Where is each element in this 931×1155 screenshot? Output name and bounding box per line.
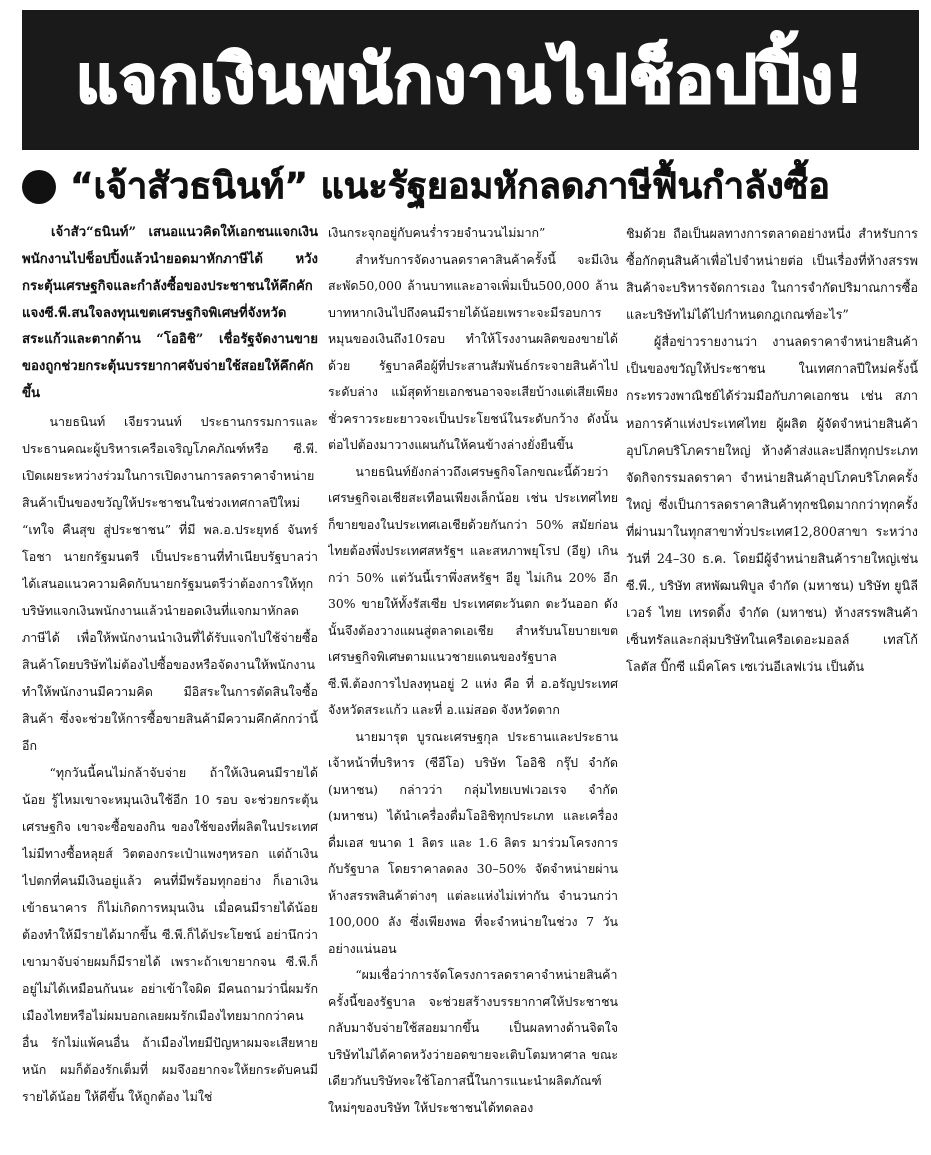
article-paragraph: นายธนินท์ยังกล่าวถึงเศรษฐกิจโลกขณะนี้ด้วยว่า เศรษฐกิจเอเชียสะเทือนเพียงเล็กน้อย เช่น ประเทศไทยก็ขายของในประเทศเอเชียด้วยกันกว่า 50% สมัยก่อนไทยต้องพึ่งประเทศสหรัฐฯ และสหภาพยุโรป (อียู) เกินกว่า 50% แต่วันนี้เราพึ่งสหรัฐฯ อียู ไม่เกิน 20% อีก 30% ขายให้ทั้งรัสเซีย ประเทศตะวันตก ตะวันออก ดังนั้นจึงต้องวางแผนสู่ตลาดเอเชีย สำหรับนโยบายเขตเศรษฐกิจพิเศษตามแนวชายแดนของรัฐบาล ซี.พี.ต้องการไปลงทุนอยู่ 2 แห่ง คือ ที่ อ.อรัญประเทศ จังหวัดสระแก้ว และที่ อ.แม่สอด จังหวัดตาก	[328, 463, 618, 717]
headline-banner	[22, 10, 919, 150]
subheadline: “เจ้าสัวธนินท์” แนะรัฐยอมหักลดภาษีฟื้นกำลังซื้อ	[70, 166, 830, 207]
article-quote-paragraph: “ทุกวันนี้คนไม่กล้าจับจ่าย ถ้าให้เงินคนมีรายได้น้อย รู้ไหมเขาจะหมุนเงินใช้อีก 10 รอบ จะช่วยกระตุ้นเศรษฐกิจ เขาจะซื้อของกิน ของใช้ของที่ผลิตในประเทศ ไม่มีทางซื้อหลุยส์ วิตตองกระเป๋าแพงๆหรอก แต่ถ้าเงินไปตกที่คนมีเงินอยู่แล้ว คนที่มีพร้อมทุกอย่าง ก็เอาเงินเข้าธนาคาร ก็ไม่เกิดการหมุนเงิน เมื่อคนมีรายได้น้อย ต้องทำให้มีรายได้มากขึ้น ซี.พี.ก็ได้ประโยชน์ อย่านึกว่าเขามาจับจ่ายผมก็มีรายได้ เพราะถ้าเขายากจน ซี.พี.ก็อยู่ไม่ได้เหมือนกันนะ อย่าเข้าใจผิด มีคนถามว่านี่ผมรักเมืองไทยหรือไม่ผมบอกเลยผมรักเมืองไทยมากกว่าคนอื่น รักไม่แพ้คนอื่น ถ้าเมืองไทยมีปัญหาผมจะเสียหายหนัก ผมก็ต้องรักเต็มที่ ผมจึงอยากจะให้ยกระดับคนมีรายได้น้อย ให้ดีขึ้น ให้ถูกต้อง ไม่ใช่	[22, 765, 318, 1105]
headline: แจกเงินพนักงานไปช็อปปิ้ง!	[75, 41, 866, 118]
subheadline-row	[22, 162, 922, 212]
article-paragraph: นายมารุต บูรณะเศรษฐกุล ประธานและประธานเจ้าหน้าที่บริหาร (ซีอีโอ) บริษัท โออิชิ กรุ๊ป จำกัด (มหาชน) กล่าวว่า กลุ่มไทยเบฟเวอเรจ จำกัด (มหาชน) ได้นำเครื่องดื่มโออิชิทุกประเภท และเครื่องดื่มเอส ขนาด 1 ลิตร และ 1.6 ลิตร มาร่วมโครงการกับรัฐบาล โดยราคาลดลง 30–50% จัดจำหน่ายผ่านห้างสรรพสินค้าต่างๆ แต่ละแห่งไม่เท่ากัน จำนวนกว่า 100,000 ลัง ซึ่งเพียงพอ ที่จะจำหน่ายในช่วง 7 วันอย่างแน่นอน	[328, 728, 618, 956]
article-paragraph: เงินกระจุกอยู่กับคนร่ำรวยจำนวนไม่มาก”	[328, 225, 546, 240]
article-paragraph: ชิมด้วย ถือเป็นผลทางการตลาดอย่างหนึ่ง สำหรับการซื้อกักตุนสินค้าเพื่อไปจำหน่ายต่อ เป็นเรื่องที่ห้างสรรพสินค้าจะบริหารจัดการเอง ในการจำกัดปริมาณการซื้อ และบริษัทไม่ได้ไปกำหนดกฎเกณฑ์อะไร”	[626, 226, 918, 323]
bullet-icon	[22, 170, 56, 204]
article-column-2	[328, 220, 618, 1155]
article-column-1	[22, 220, 318, 1155]
article-paragraph: นายธนินท์ เจียรวนนท์ ประธานกรรมการและประธานคณะผู้บริหารเครือเจริญโภคภัณฑ์หรือ ซี.พี. เปิดเผยระหว่างร่วมในการเปิดงานการลดราคาจำหน่ายสินค้าเป็นของขวัญให้ประชาชนในช่วงเทศกาลปีใหม่ “เทใจ คืนสุข สู่ประชาชน” ที่มี พล.อ.ประยุทธ์ จันทร์โอชา นายกรัฐมนตรี เป็นประธานที่ทำเนียบรัฐบาลว่า ได้เสนอแนวความคิดกับนายกรัฐมนตรีว่าต้องการให้ทุกบริษัทแจกเงินพนักงานแล้วนำยอดเงินที่แจกมาหักลดภาษีได้ เพื่อให้พนักงานนำเงินที่ได้รับแจกไปใช้จ่ายซื้อสินค้าโดยบริษัทไม่ต้องไปซื้อของหรือจัดงานให้พนักงานทำให้พนักงานมีความคิด มีอิสระในการตัดสินใจซื้อสินค้า ซึ่งจะช่วยให้การซื้อขายสินค้ามีความคึกคักกว่านี้อีก	[22, 413, 318, 754]
article-paragraph: ผู้สื่อข่าวรายงานว่า งานลดราคาจำหน่ายสินค้าเป็นของขวัญให้ประชาชน ในเทศกาลปีใหม่ครั้งนี้ กระทรวงพาณิชย์ได้ร่วมมือกับภาคเอกชน เช่น สภาหอการค้าแห่งประเทศไทย ผู้ผลิต ผู้จัดจำหน่ายสินค้าอุปโภคบริโภครายใหญ่ ห้างค้าส่งและปลีกทุกประเภท จัดกิจกรรมลดราคา จำหน่ายสินค้าอุปโภคบริโภคครั้งใหญ่ ซึ่งเป็นการลดราคาสินค้าทุกชนิดมากกว่าทุกครั้งที่ผ่านมาในทุกสาขาทั่วประเทศ12,800สาขา ระหว่างวันที่ 24–30 ธ.ค. โดยมีผู้จำหน่ายสินค้ารายใหญ่เช่น ซี.พี., บริษัท สหพัฒนพิบูล จำกัด (มหาชน) บริษัท ยูนิลีเวอร์ ไทย เทรดดิ้ง จำกัด (มหาชน) ห้างสรรพสินค้าเซ็นทรัลและกลุ่มบริษัทในเครือเดอะมอลล์ เทสโก้ โลตัส บิ๊กซี แม็คโคร เซเว่นอีเลฟเว่น เป็นต้น	[626, 334, 918, 675]
article-column-3	[626, 220, 918, 680]
article-quote-paragraph: “ผมเชื่อว่าการจัดโครงการลดราคาจำหน่ายสินค้าครั้งนี้ของรัฐบาล จะช่วยสร้างบรรยากาศให้ประชาชนกลับมาจับจ่ายใช้สอยมากขึ้น เป็นผลทางด้านจิตใจ บริษัทไม่ได้คาดหวังว่ายอดขายจะเติบโตมหาศาล ขณะเดียวกันบริษัทจะใช้โอกาสนี้ในการแนะนำผลิตภัณฑ์ใหม่ๆของบริษัท ให้ประชาชนได้ทดลอง	[328, 967, 618, 1115]
article-paragraph: สำหรับการจัดงานลดราคาสินค้าครั้งนี้ จะมีเงินสะพัด50,000 ล้านบาทและอาจเพิ่มเป็น500,000 ล้านบาทหากเงินไปถึงคนมีรายได้น้อยเพราะจะมีรอบการหมุนของเงินถึง10รอบ ทำให้โรงงานผลิตของขายได้ด้วย รัฐบาลคือผู้ที่ประสานสัมพันธ์กระจายสินค้าไประดับล่าง แม้สุดท้ายเอกชนอาจจะเสียบ้างแต่เสียเพียงชั่วคราวระยะยาวจะเป็นประโยชน์ในระดับกว้าง ดังนั้น ต่อไปต้องมาวางแผนกันให้คนข้างล่างยั่งยืนขึ้น	[328, 251, 618, 452]
article-body	[0, 220, 931, 1155]
article-lead-paragraph: เจ้าสัว“ธนินท์” เสนอแนวคิดให้เอกชนแจกเงินพนักงานไปช็อปปิ้งแล้วนำยอดมาหักภาษีได้ หวังกระตุ้นเศรษฐกิจและกำลังซื้อของประชาชนให้คึกคัก แจงซี.พี.สนใจลงทุนเขตเศรษฐกิจพิเศษที่จังหวัดสระแก้วและตากด้าน “โออิชิ” เชื่อรัฐจัดงานขายของถูกช่วยกระตุ้นบรรยากาศจับจ่ายใช้สอยให้คึกคักขึ้น	[22, 225, 318, 402]
